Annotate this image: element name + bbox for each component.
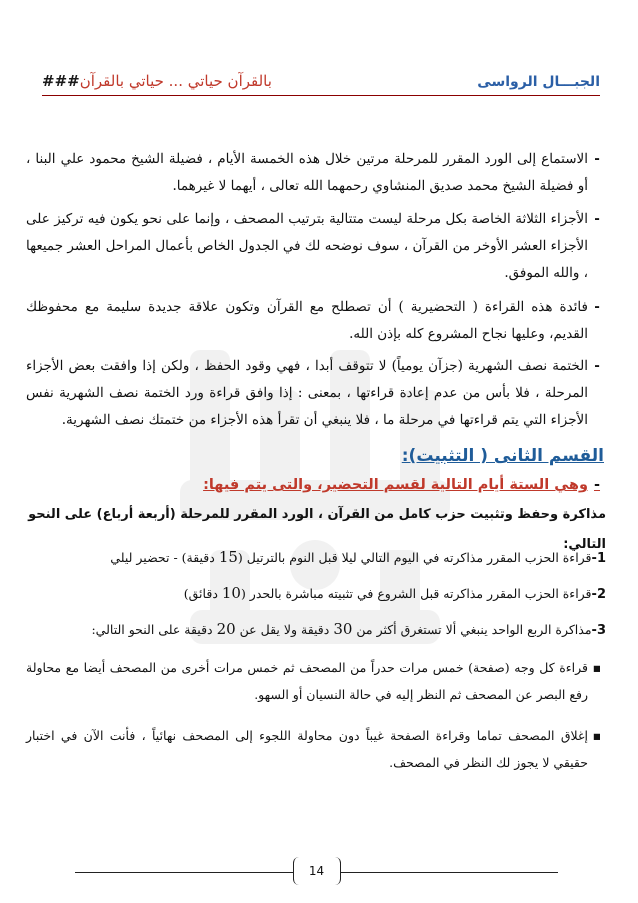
item-number: 2- xyxy=(591,587,606,602)
main-content xyxy=(26,146,606,776)
item-text: قراءة الحزب المقرر مذاكرته قبل الشروع في تثبيته مباشرة بالحدر ( xyxy=(240,586,592,601)
numbered-item xyxy=(26,614,606,644)
bullet-text: إغلاق المصحف تماما وقراءة الصفحة غيباً دون محاولة اللجوء إلى المصحف نهائياً ، فأنت الآن في اختبار حقيقي لا يجوز لك النظر في المصحف. xyxy=(26,728,588,770)
bullet-dash: - xyxy=(594,151,600,167)
section-title: القسم الثانى ( التثبيت): xyxy=(401,446,604,466)
square-bullet-icon: ▪ xyxy=(592,728,602,743)
page-number: 14 xyxy=(293,857,341,885)
item-text: دقائق) xyxy=(183,586,222,601)
section-note: مذاكرة وحفظ وتثبيت حزب كامل من القرآن ، الورد المقرر للمرحلة (أربعة أرباع) على النحو التالي: xyxy=(28,507,606,552)
bullet-dash: - xyxy=(594,211,600,227)
item-minutes: 30 xyxy=(333,620,353,638)
bullet-text: الاستماع إلى الورد المقرر للمرحلة مرتين خلال هذه الخمسة الأيام ، فضيلة الشيخ محمود علي البنا ، أو فضيلة الشيخ محمد صديق المنشاوي رحمهما الله تعالى ، أيهما لا غيرهما. xyxy=(26,151,588,194)
section-subtitle xyxy=(26,470,606,500)
item-text: قراءة الحزب المقرر مذاكرته في اليوم التالي ليلا قبل النوم بالترتيل ( xyxy=(237,550,592,565)
bullet-item xyxy=(26,146,606,200)
bullet-text: الختمة نصف الشهرية (جزآن يومياً) لا تتوقف أبدا ، فهي وقود الحفظ ، ولكن إذا وافقت بعض الأجزاء المرحلة ، فلا بأس من عدم إعادة قراءتها ، بمعنى : إذا وافق قراءة ورد الختمة نصف الشهرية نفس الأجزاء التي يتم قراءتها في مرحلة ما ، فلا ينبغي أن تقرأ هذه الأجزاء من ختمتك نصف الشهرية. xyxy=(26,358,588,428)
item-text: دقيقة ولا يقل عن xyxy=(235,622,334,637)
numbered-item xyxy=(26,578,606,608)
sub-bullet-item xyxy=(26,722,606,776)
bullet-text: فائدة هذه القراءة ( التحضيرية ) أن تصطلح مع القرآن وتكون علاقة جديدة سليمة مع محفوظك القديم، وعليها نجاح المشروع كله بإذن الله. xyxy=(26,299,588,342)
square-bullet-icon: ▪ xyxy=(592,660,602,675)
item-number: 3- xyxy=(591,623,606,638)
page-header xyxy=(42,64,600,90)
bullet-item xyxy=(26,206,606,287)
bullet-dash: - xyxy=(594,299,600,315)
item-number: 1- xyxy=(591,551,606,566)
header-slogan xyxy=(42,72,272,90)
section-subtitle-text: وهي الستة أيام التالية لقسم التحضير، والتى يتم فيها: xyxy=(203,477,588,493)
sub-bullet-item xyxy=(26,654,606,708)
item-minutes: 10 xyxy=(221,584,241,602)
item-text: دقيقة على النحو التالي: xyxy=(91,622,217,637)
bullet-text: الأجزاء الثلاثة الخاصة بكل مرحلة ليست متتالية بترتيب المصحف ، وإنما على نحو يكون فيه تركيز على الأجزاء العشر الأوخر من القرآن ، سوف نوضحه لك في الجدول الخاص بأعمال المراحل العشر جميعها ، والله الموفق. xyxy=(26,211,588,281)
item-minutes: 20 xyxy=(216,620,236,638)
item-text: دقيقة) - تحضير ليلي xyxy=(110,550,219,565)
item-minutes: 15 xyxy=(218,548,238,566)
bullet-item xyxy=(26,294,606,348)
header-slogan-text: بالقرآن حياتي ... حياتي بالقرآن xyxy=(79,72,272,90)
bullet-text: قراءة كل وجه (صفحة) خمس مرات حدراً من المصحف ثم خمس مرات أخرى من المصحف أيضا مع محاولة رفع البصر عن المصحف ثم النظر إليه في حالة النسيان أو السهو. xyxy=(26,660,588,702)
bullet-item xyxy=(26,353,606,434)
header-hash-marks: ### xyxy=(42,72,80,90)
header-divider xyxy=(42,95,600,96)
page-footer xyxy=(75,857,558,887)
bullet-dash: - xyxy=(594,358,600,374)
bullet-dash: - xyxy=(593,477,601,493)
item-text: مذاكرة الربع الواحد ينبغي ألا تستغرق أكثر من xyxy=(352,622,592,637)
numbered-item xyxy=(26,542,606,572)
header-series-title: الجبـــال الرواسى xyxy=(477,74,600,90)
